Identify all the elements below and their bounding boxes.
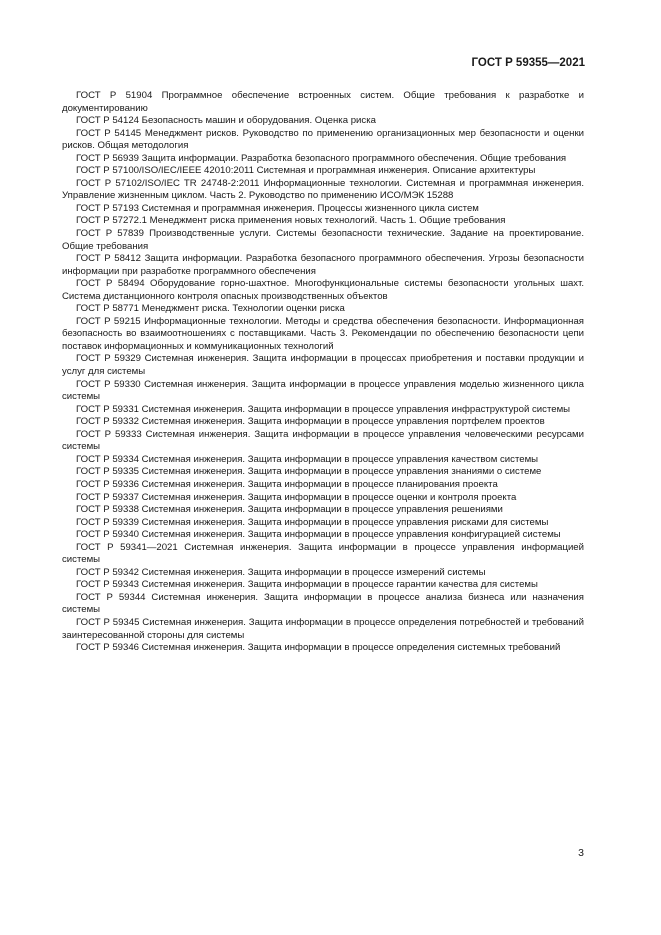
reference-entry: ГОСТ Р 58412 Защита информации. Разработка безопасного программного обеспечения. Угрозы безопасности информации при разработке программного обеспечения (62, 253, 584, 277)
reference-entry: ГОСТ Р 59329 Системная инженерия. Защита информации в процессах приобретения и поставки продукции и услуг для системы (62, 353, 584, 378)
reference-entry: ГОСТ Р 54145 Менеджмент рисков. Руководство по применению организационных мер безопасности и оценки рисков. Общая методология (62, 127, 584, 152)
reference-entry: ГОСТ Р 57100/ISO/IEC/IEEE 42010:2011 Системная и программная инженерия. Описание архитектуры (76, 165, 536, 177)
reference-entry: ГОСТ Р 59334 Системная инженерия. Защита информации в процессе управления качеством системы (76, 453, 539, 465)
reference-entry: ГОСТ Р 54124 Безопасность машин и оборудования. Оценка риска (76, 115, 376, 127)
reference-entry: ГОСТ Р 57193 Системная и программная инженерия. Процессы жизненного цикла систем (76, 202, 479, 214)
reference-entry: ГОСТ Р 59336 Системная инженерия. Защита информации в процессе планирования проекта (76, 478, 498, 490)
reference-entry: ГОСТ Р 59341—2021 Системная инженерия. Защита информации в процессе управления информацией системы (62, 541, 584, 566)
reference-entry: ГОСТ Р 59345 Системная инженерия. Защита информации в процессе определения потребностей и требований заинтересованной стороны для системы (62, 616, 584, 641)
reference-entry: ГОСТ Р 59343 Системная инженерия. Защита информации в процессе гарантии качества для системы (76, 579, 538, 591)
reference-entry: ГОСТ Р 59344 Системная инженерия. Защита информации в процессе анализа бизнеса или назначения системы (62, 591, 584, 616)
page-header-title: ГОСТ Р 59355—2021 (471, 57, 585, 69)
reference-entry: ГОСТ Р 59215 Информационные технологии. Методы и средства обеспечения безопасности. Информационная безопасность во взаимоотношениях с поставщиками. Часть 3. Рекомендации по обеспечению безопасности цепи поставок информационных и коммуникационных технологий (62, 315, 584, 352)
reference-entry: ГОСТ Р 57102/ISO/IEC TR 24748-2:2011 Информационные технологии. Системная и программная инженерия. Управление жизненным циклом. Часть 2. Руководство по применению ИСО/МЭК 15288 (62, 177, 584, 202)
reference-entry: ГОСТ Р 58771 Менеджмент риска. Технологии оценки риска (76, 303, 345, 315)
reference-entry: ГОСТ Р 57272.1 Менеджмент риска применения новых технологий. Часть 1. Общие требования (76, 215, 506, 227)
reference-entry: ГОСТ Р 59332 Системная инженерия. Защита информации в процессе управления портфелем проектов (76, 416, 545, 428)
page-number: 3 (578, 847, 584, 859)
reference-entry: ГОСТ Р 59333 Системная инженерия. Защита информации в процессе управления человеческими ресурсами системы (62, 428, 584, 453)
reference-entry: ГОСТ Р 59340 Системная инженерия. Защита информации в процессе управления конфигурацией системы (76, 529, 561, 541)
reference-entry: ГОСТ Р 51904 Программное обеспечение встроенных систем. Общие требования к разработке и документированию (62, 90, 584, 114)
reference-entry: ГОСТ Р 56939 Защита информации. Разработка безопасного программного обеспечения. Общие требования (76, 152, 567, 164)
reference-entry: ГОСТ Р 59337 Системная инженерия. Защита информации в процессе оценки и контроля проекта (76, 491, 517, 503)
reference-entry: ГОСТ Р 59339 Системная инженерия. Защита информации в процессе управления рисками для системы (76, 516, 549, 528)
reference-entry: ГОСТ Р 59346 Системная инженерия. Защита информации в процессе определения системных требований (76, 642, 561, 654)
reference-entry: ГОСТ Р 59338 Системная инженерия. Защита информации в процессе управления решениями (76, 504, 503, 516)
references-list (62, 90, 584, 655)
reference-entry: ГОСТ Р 59335 Системная инженерия. Защита информации в процессе управления знаниями о системе (76, 466, 542, 478)
reference-entry: ГОСТ Р 59331 Системная инженерия. Защита информации в процессе управления инфраструктурой системы (76, 403, 571, 415)
reference-entry: ГОСТ Р 59330 Системная инженерия. Защита информации в процессе управления моделью жизненного цикла системы (62, 378, 584, 403)
reference-entry: ГОСТ Р 57839 Производственные услуги. Системы безопасности технические. Задание на проектирование. Общие требования (62, 228, 584, 252)
reference-entry: ГОСТ Р 58494 Оборудование горно-шахтное. Многофункциональные системы безопасности угольных шахт. Система дистанционного контроля опасных производственных объектов (62, 278, 584, 302)
reference-entry: ГОСТ Р 59342 Системная инженерия. Защита информации в процессе измерений системы (76, 566, 486, 578)
